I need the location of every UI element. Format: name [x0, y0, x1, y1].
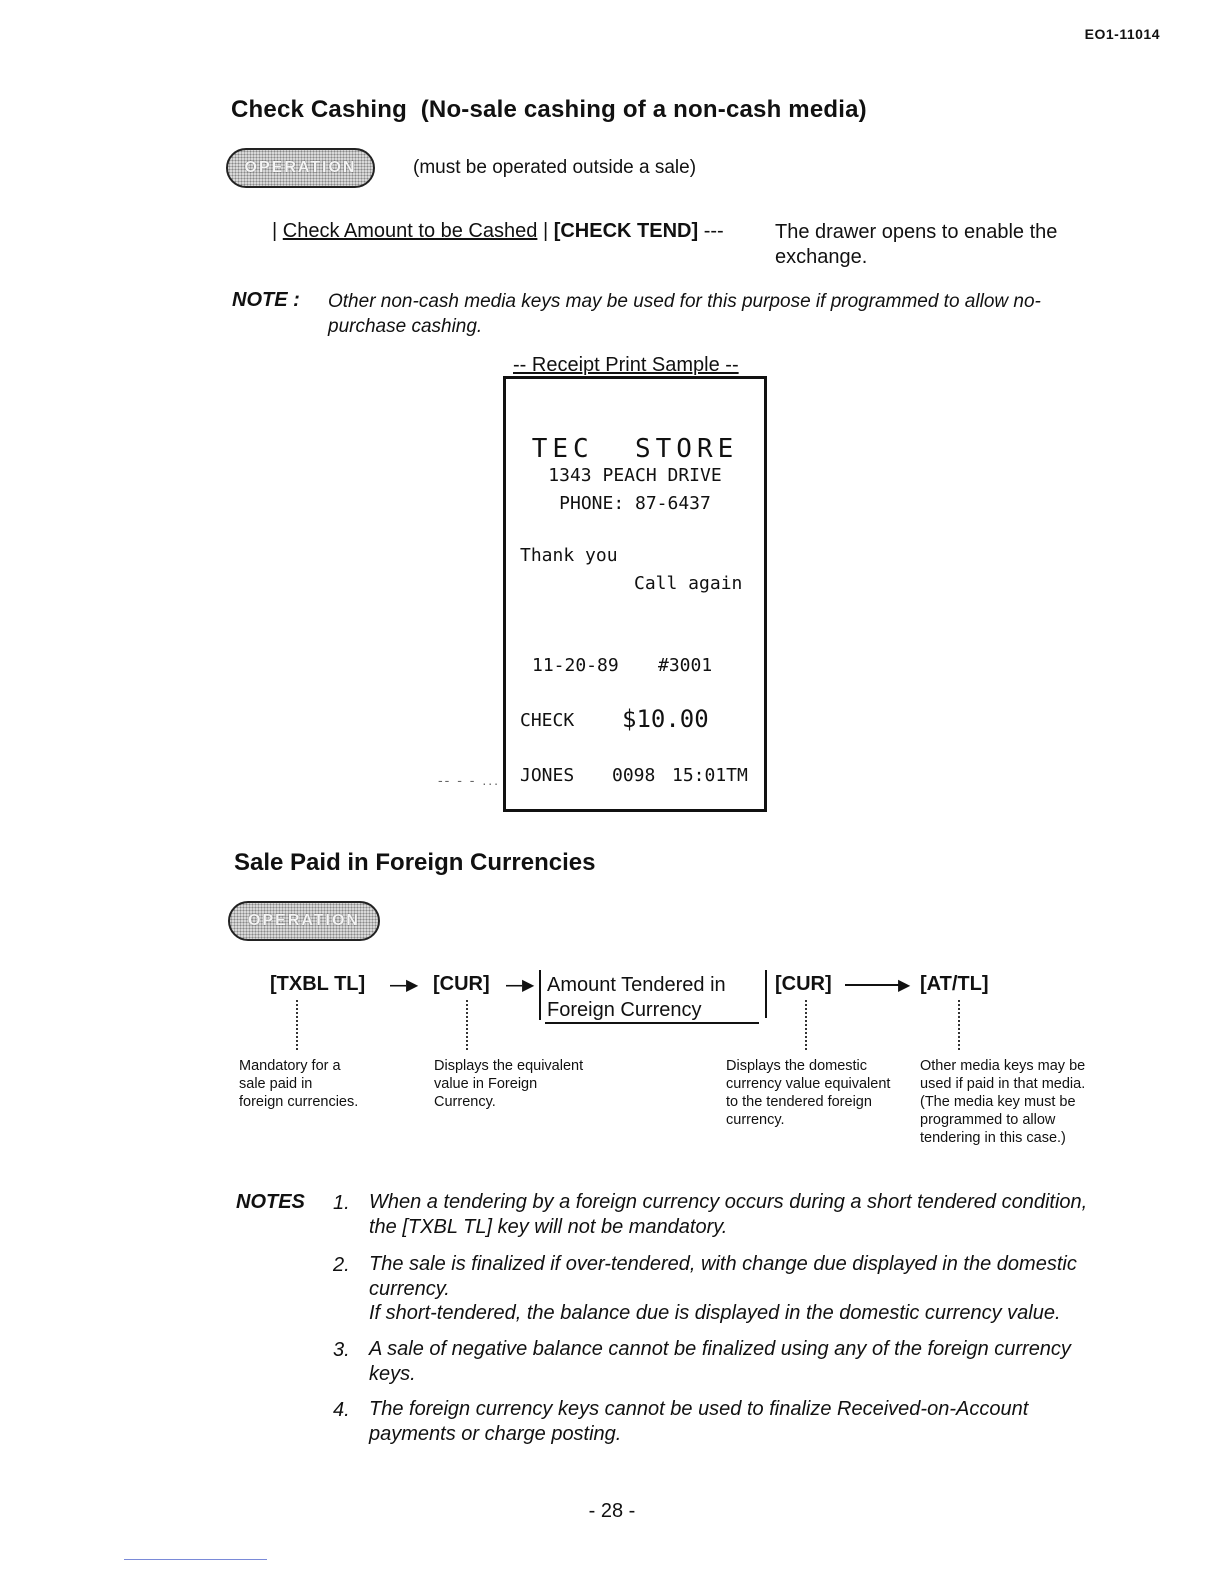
flow-bar-right — [765, 970, 767, 1018]
receipt-leader-dots: -- - - ... — [438, 772, 500, 788]
note-number: 4. — [333, 1399, 350, 1421]
receipt-sample-title: -- Receipt Print Sample -- — [513, 354, 739, 376]
flow-desc-at-tl: Other media keys may be used if paid in that media. (The media key must be programmed to allow tendering in this case.) — [920, 1058, 1086, 1146]
receipt-address: 1343 PEACH DRIVE — [548, 465, 722, 486]
note-number: 3. — [333, 1339, 350, 1361]
seq-check-tend-key: [CHECK TEND] — [553, 220, 699, 242]
seq-bar-right: | — [542, 220, 549, 242]
flow-arrow-3-shaft — [845, 984, 903, 986]
seq-bar-left: | — [272, 220, 278, 242]
flow-arrow-3-head: ▶ — [898, 977, 911, 994]
notes-label: NOTES — [236, 1191, 305, 1213]
receipt-check-amount: $10.00 — [622, 705, 709, 733]
footer-rule — [124, 1559, 267, 1560]
operation-badge — [226, 148, 375, 188]
note-text: Other non-cash media keys may be used for this purpose if programmed to allow no-purchase cashing. — [328, 291, 1041, 337]
operation-badge-2-label: OPERATION — [248, 912, 360, 929]
section-title-foreign-currencies: Sale Paid in Foreign Currencies — [234, 849, 596, 876]
receipt-thanks: Thank you — [520, 545, 618, 566]
note-text: The sale is finalized if over-tendered, with change due displayed in the domestic currency. — [369, 1253, 1077, 1300]
seq-description: The drawer opens to enable the exchange. — [775, 221, 1058, 268]
receipt-call-again: Call again — [634, 573, 743, 594]
receipt-code: 0098 — [612, 765, 656, 786]
receipt-store-name: TEC STORE — [531, 434, 739, 464]
flow-bar-left — [539, 970, 541, 1020]
leader-dots-4 — [958, 1000, 962, 1050]
flow-arrow-1: —▶ — [390, 977, 419, 994]
flow-amount-underline — [545, 1022, 759, 1024]
flow-key-at-tl: [AT/TL] — [920, 973, 989, 995]
note-label: NOTE : — [232, 289, 300, 311]
flow-key-txbl-tl: [TXBL TL] — [270, 973, 366, 995]
flow-key-cur-1: [CUR] — [433, 973, 490, 995]
note-text: The foreign currency keys cannot be used to finalize Received-on-Account payments or charge posting. — [369, 1398, 1029, 1445]
receipt-number: #3001 — [658, 655, 713, 676]
flow-amount-line2: Foreign Currency — [547, 999, 702, 1021]
seq-dash: --- — [703, 220, 724, 242]
page-number: - 28 - — [588, 1500, 636, 1522]
note-number: 1. — [333, 1192, 350, 1214]
flow-arrow-2: —▶ — [506, 977, 535, 994]
document-id: EO1-11014 — [1084, 26, 1160, 42]
section-title-check-cashing: Check Cashing (No-sale cashing of a non-cash media) — [231, 96, 867, 123]
note-number: 2. — [333, 1254, 350, 1276]
seq-check-amount: Check Amount to be Cashed — [282, 220, 538, 242]
flow-desc-cur-2: Displays the domestic currency value equivalent to the tendered foreign currency. — [726, 1058, 891, 1128]
note-text: A sale of negative balance cannot be finalized using any of the foreign currency keys. — [369, 1338, 1071, 1385]
note-text-continued: If short-tendered, the balance due is displayed in the domestic currency value. — [369, 1302, 1061, 1324]
leader-dots-2 — [466, 1000, 470, 1050]
receipt-phone: PHONE: 87-6437 — [559, 493, 711, 514]
operation-badge-label: OPERATION — [244, 159, 357, 176]
key-sequence-check — [272, 220, 724, 243]
operation-note: (must be operated outside a sale) — [413, 157, 697, 178]
receipt-check-label: CHECK — [520, 710, 575, 731]
receipt-sample — [503, 376, 767, 812]
flow-amount-line1: Amount Tendered in — [547, 974, 726, 996]
flow-desc-cur-1: Displays the equivalent value in Foreign Currency. — [434, 1058, 584, 1110]
receipt-time: 15:01TM — [672, 765, 748, 786]
leader-dots-1 — [296, 1000, 300, 1050]
note-text: When a tendering by a foreign currency occurs during a short tendered condition, the [TXBL TL] key will not be mandatory. — [369, 1191, 1088, 1238]
flow-key-cur-2: [CUR] — [775, 973, 832, 995]
flow-desc-txbl-tl: Mandatory for a sale paid in foreign currencies. — [239, 1058, 359, 1110]
receipt-date: 11-20-89 — [532, 655, 619, 676]
operation-badge-2 — [228, 901, 380, 941]
leader-dots-3 — [805, 1000, 809, 1050]
receipt-clerk: JONES — [520, 765, 575, 786]
